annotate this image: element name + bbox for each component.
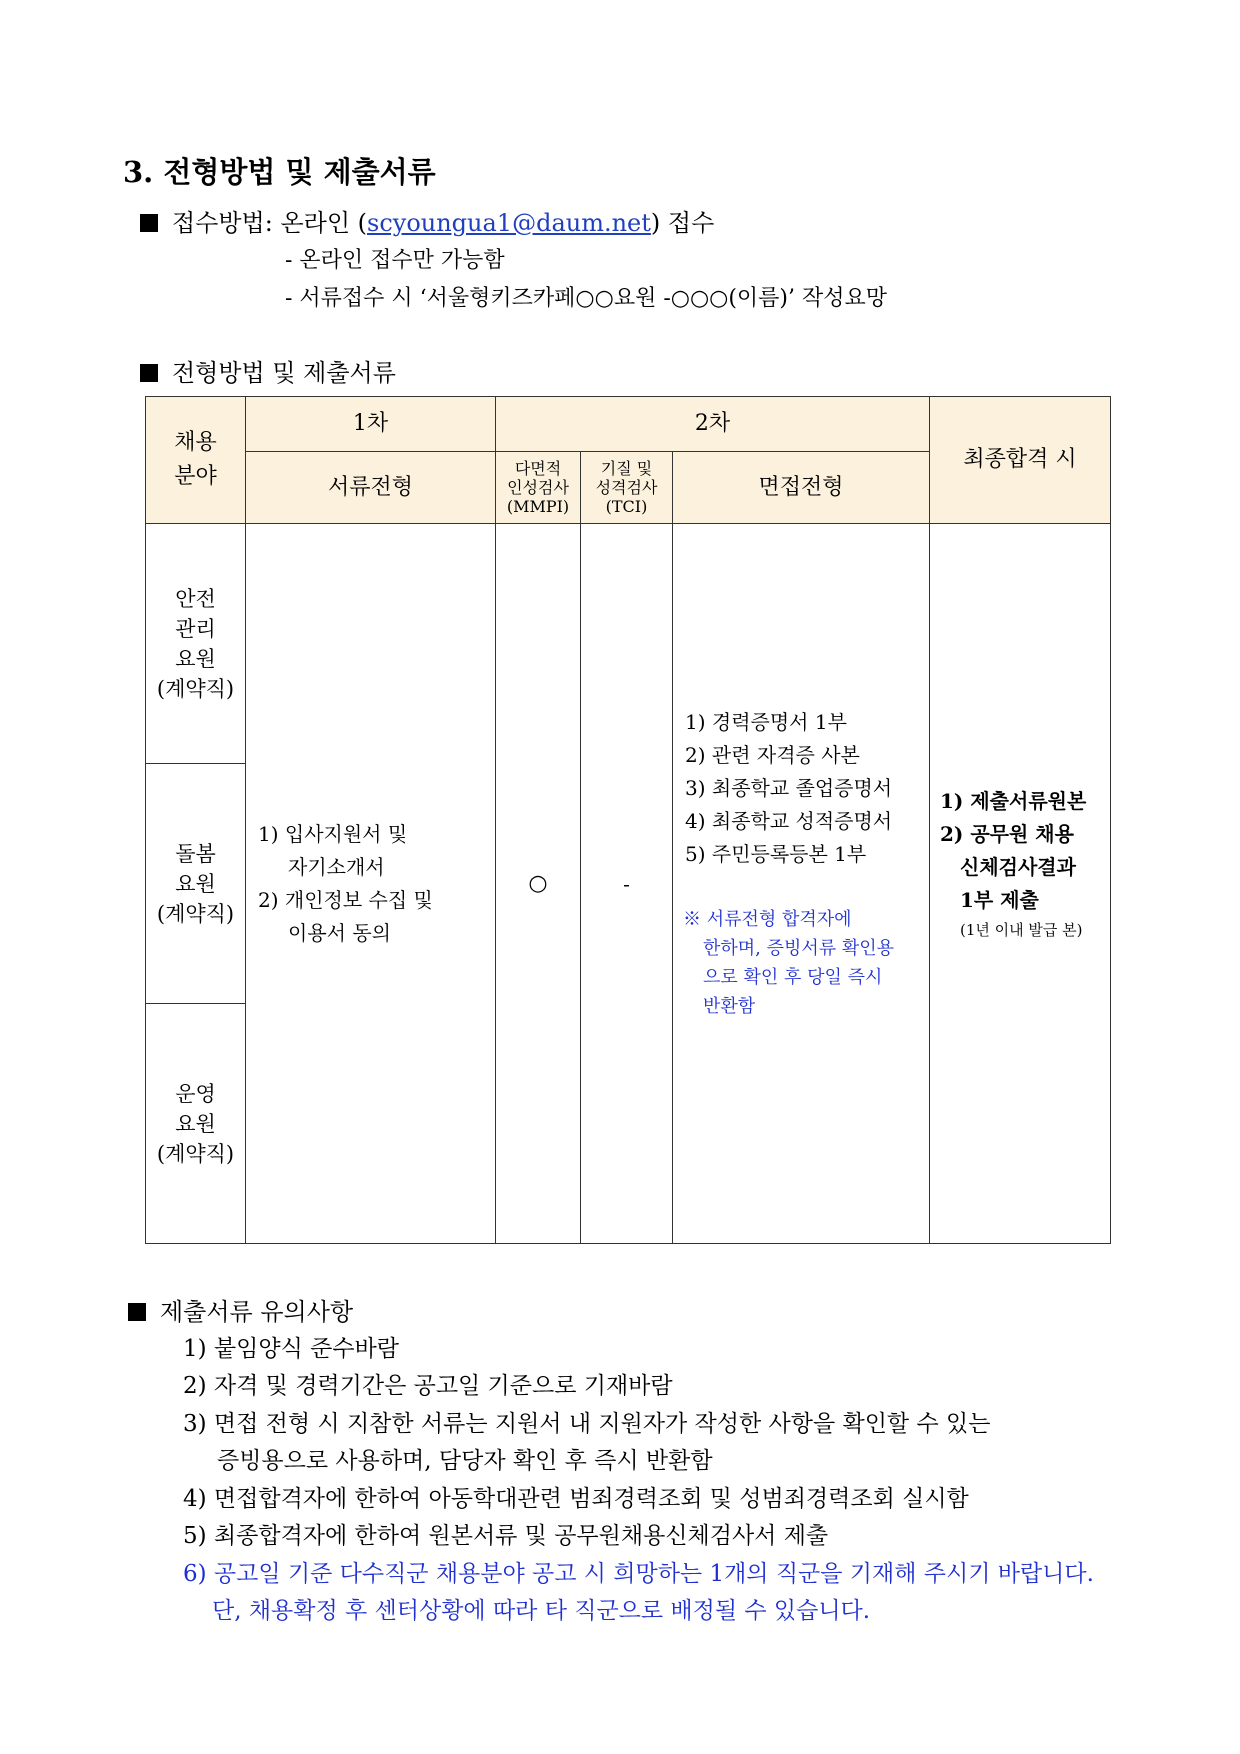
notes-title-line [128,1292,353,1327]
mmpi-cell: ○ [496,524,581,1244]
reception-suffix: ) 접수 [650,209,715,237]
documents-cell: 1) 입사지원서 및 자기소개서 2) 개인정보 수집 및 이용서 동의 [246,524,496,1244]
interview-note: ※ 서류전형 합격자에 [683,909,852,930]
section-heading: 3. 전형방법 및 제출서류 [123,155,436,189]
selection-table [145,396,1111,1244]
final-note: (1년 이내 발급 본) [960,920,1083,939]
note-item: 5) 최종합격자에 한하여 원본서류 및 공무원채용신체검사서 제출 [183,1523,829,1549]
note-item-highlight: 단, 채용확정 후 센터상황에 따라 타 직군으로 배정될 수 있습니다. [212,1598,871,1624]
header-interview: 면접전형 [673,452,930,524]
header-tci: 기질 및 성격검사 (TCI) [581,452,673,524]
square-bullet-icon [140,214,158,232]
reception-line [140,203,714,238]
header-second-stage: 2차 [496,397,930,452]
note-item: 3) 면접 전형 시 지참한 서류는 지원서 내 지원자가 작성한 사항을 확인할 수 있는 [183,1411,991,1437]
field-operations: 운영 요원 (계약직) [146,1004,246,1244]
header-final: 최종합격 시 [930,397,1111,524]
header-mmpi: 다면적 인성검사 (MMPI) [496,452,581,524]
note-item: 2) 자격 및 경력기간은 공고일 기준으로 기재바람 [183,1373,673,1399]
header-documents: 서류전형 [246,452,496,524]
selection-title-line [140,353,396,388]
note-item: 1) 붙임양식 준수바람 [183,1336,399,1362]
field-safety: 안전 관리 요원 (계약직) [146,524,246,764]
square-bullet-icon [140,364,158,382]
note-item: 4) 면접합격자에 한하여 아동학대관련 범죄경력조회 및 성범죄경력조회 실시함 [183,1486,969,1512]
reception-sub-2: - 서류접수 시 ‘서울형키즈카페○○요원 -○○○(이름)’ 작성요망 [285,286,888,311]
email-link[interactable]: scyoungua1@daum.net [367,209,651,237]
header-first-stage: 1차 [246,397,496,452]
selection-title: 전형방법 및 제출서류 [172,359,396,387]
field-care: 돌봄 요원 (계약직) [146,764,246,1004]
tci-cell: - [581,524,673,1244]
interview-cell: 1) 경력증명서 1부 2) 관련 자격증 사본 3) 최종학교 졸업증명서 4) 최종학교 성적증명서 5) 주민등록등본 1부 ※ 서류전형 합격자에 한하며, 증빙서류 확인용 으로 확인 후 당일 즉시 반환함 [673,524,930,1244]
note-item: 증빙용으로 사용하며, 담당자 확인 후 즉시 반환함 [217,1448,713,1474]
reception-sub-1: - 온라인 접수만 가능함 [285,248,505,273]
notes-title: 제출서류 유의사항 [160,1298,354,1326]
header-field: 채용 분야 [146,397,246,524]
reception-label: 접수방법: 온라인 ( [172,209,367,237]
note-item-highlight: 6) 공고일 기준 다수직군 채용분야 공고 시 희망하는 1개의 직군을 기재해 주시기 바랍니다. [183,1561,1094,1587]
square-bullet-icon [128,1303,146,1321]
final-cell: 1) 제출서류원본 2) 공무원 채용 신체검사결과 1부 제출 (1년 이내 발급 본) [930,524,1111,1244]
